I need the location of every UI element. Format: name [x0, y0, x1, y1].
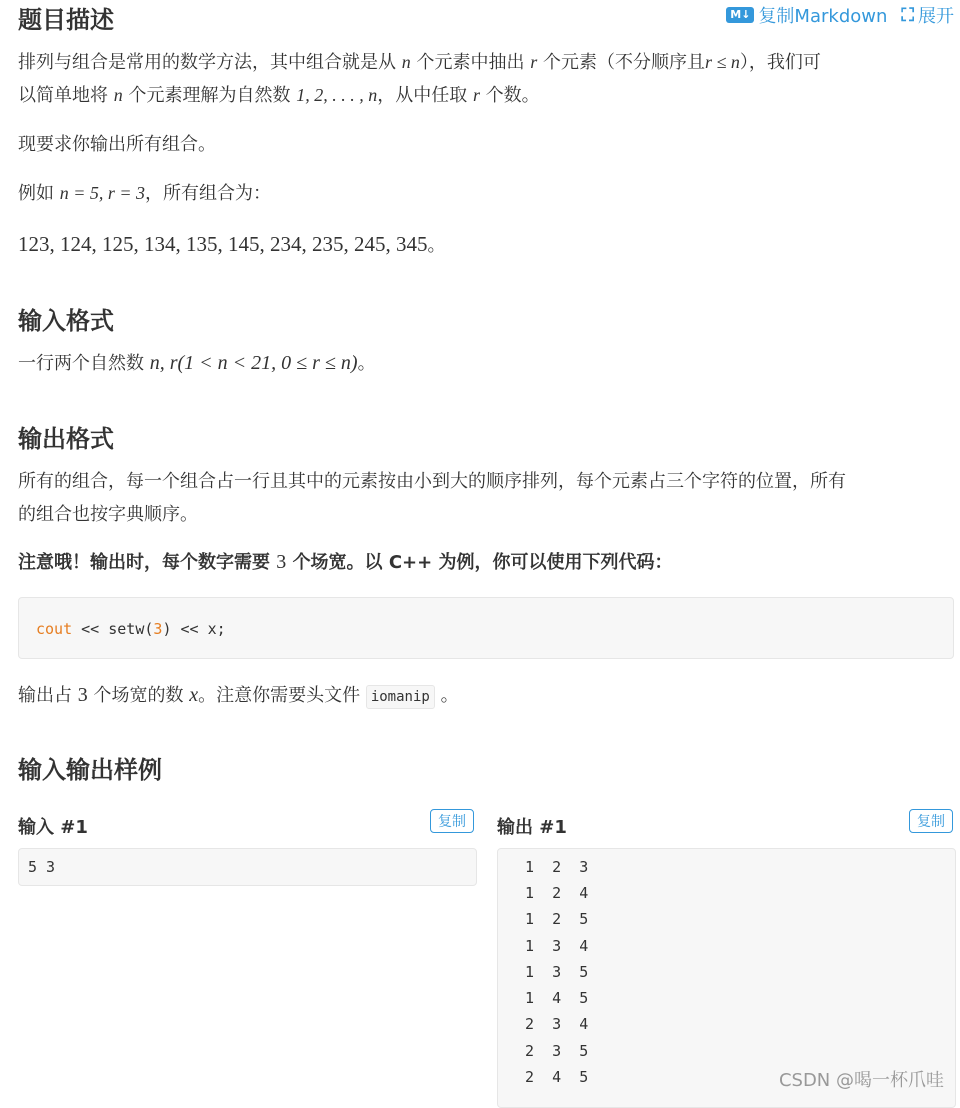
copy-markdown-button[interactable] — [726, 2, 887, 28]
description-paragraph-2: 现要求你输出所有组合。 — [18, 134, 216, 155]
description-paragraph-1: 排列与组合是常用的数学方法，其中组合就是从 n 个元素中抽出 r 个元素（不分顺序且r ≤ n），我们可 以简单地将 n 个元素理解为自然数 1, 2, . . . , n，从中任取 r 个数。 — [18, 52, 821, 106]
top-actions — [726, 2, 954, 28]
input-format-text: 一行两个自然数 n, r(1 < n < 21, 0 ≤ r ≤ n)。 — [18, 352, 376, 374]
expand-label: 展开 — [918, 6, 954, 27]
copy-output-button[interactable]: 复制 — [909, 809, 953, 833]
sample-output-line: 1 2 4 — [507, 884, 589, 902]
code-line: cout << setw(3) << x; — [36, 620, 226, 638]
sample-output-line: 1 4 5 — [507, 989, 589, 1007]
sample-output-line: 1 2 3 — [507, 858, 589, 876]
sample-input-title: 输入 #1 — [18, 817, 88, 838]
sample-output-line: 1 3 5 — [507, 963, 589, 981]
section-title-input-format: 输入格式 — [18, 307, 114, 335]
sample-input-line: 5 3 — [28, 858, 56, 876]
csdn-watermark: CSDN @喝一杯爪哇 — [778, 1070, 944, 1091]
output-format-after-code: 输出占 3 个场宽的数 x。注意你需要头文件 iomanip 。 — [18, 679, 953, 712]
section-title-samples: 输入输出样例 — [18, 756, 162, 784]
sample-output-title: 输出 #1 — [497, 817, 567, 838]
code-block — [18, 597, 954, 659]
sample-output-line: 1 2 5 — [507, 910, 589, 928]
output-format-note: 注意哦！输出时，每个数字需要 3 个场宽。以 C++ 为例，你可以使用下列代码： — [18, 551, 673, 573]
copy-input-button[interactable]: 复制 — [430, 809, 474, 833]
expand-button[interactable] — [901, 2, 954, 28]
output-format-text: 所有的组合，每一个组合占一行且其中的元素按由小到大的顺序排列，每个元素占三个字符的位置，所有 的组合也按字典顺序。 — [18, 471, 846, 525]
expand-icon: ⛶ — [901, 4, 914, 26]
sample-input-box — [18, 848, 477, 886]
sample-output-line: 2 3 4 — [507, 1015, 589, 1033]
section-title-output-format: 输出格式 — [18, 425, 114, 453]
markdown-icon: M↓ — [726, 7, 754, 23]
sample-output-line: 1 3 4 — [507, 937, 589, 955]
description-paragraph-3: 例如 n = 5, r = 3，所有组合为： — [18, 183, 272, 204]
sample-output-line: 2 4 5 — [507, 1068, 589, 1086]
section-title-description: 题目描述 — [18, 6, 114, 34]
description-combinations: 123, 124, 125, 134, 135, 145, 234, 235, 245, 345。 — [18, 232, 446, 256]
copy-markdown-label: 复制Markdown — [758, 6, 888, 27]
inline-code-iomanip: iomanip — [366, 685, 435, 709]
sample-output-line: 2 3 5 — [507, 1042, 589, 1060]
